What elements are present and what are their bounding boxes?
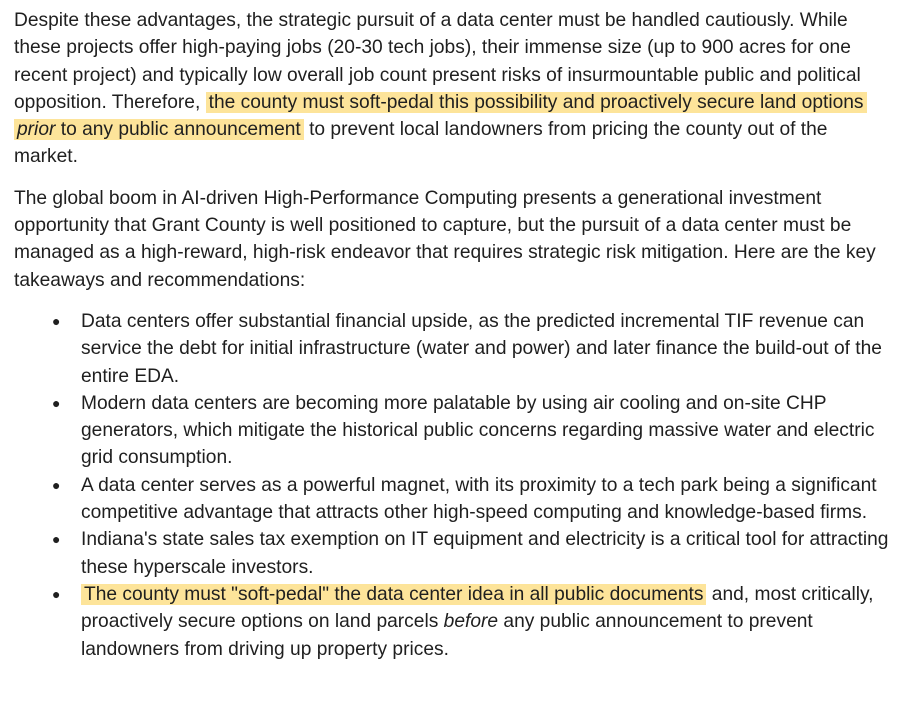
list-item [14, 472, 892, 527]
list-item-text: A data center serves as a powerful magnet, with its proximity to a tech park being a significant competitive advantage that attracts other high-speed computing and knowledge-based firms. [81, 474, 877, 524]
list-item [14, 581, 892, 663]
bullet-icon: ● [52, 531, 61, 548]
list-item-text: Data centers offer substantial financial upside, as the predicted incremental TIF revenue can service the debt for initial infrastructure (water and power) and later finance the build-out of the entire EDA. [81, 310, 882, 387]
highlight-text: to any public announcement [60, 119, 301, 141]
list-item [14, 526, 892, 581]
highlight-text: the county must soft-pedal this possibility and proactively secure land options [208, 91, 864, 113]
emphasis-prior: prior [17, 119, 56, 141]
list-item-text: Indiana's state sales tax exemption on IT equipment and electricity is a critical tool for attracting these hyperscale investors. [81, 529, 889, 578]
paragraph-text: to prevent local landowners from pricing the county out of the market. [14, 119, 828, 168]
list-item-text: Modern data centers are becoming more palatable by using air cooling and on-site CHP generators, which mitigate the historical public concerns regarding massive water and electric grid consumption. [81, 392, 875, 469]
list-item-text: any public announcement to prevent landowners from driving up property prices. [81, 611, 813, 660]
list-item [14, 390, 892, 472]
emphasis-before: before [443, 611, 499, 633]
bullet-icon: ● [52, 585, 61, 602]
paragraph-cautious-pursuit [14, 7, 892, 171]
highlighted-recommendation: The county must "soft-pedal" the data center idea in all public documents [81, 584, 706, 605]
paragraph-text: Despite these advantages, the strategic pursuit of a data center must be handled cautiously. While these projects offer high-paying jobs (20-30 tech jobs), their immense size (up to 900 acres for one recent project) and typically low overall job count present risks of insurmountable public and political opposition. Therefore, [14, 10, 861, 113]
bullet-icon: ● [52, 394, 61, 411]
bullet-icon: ● [52, 476, 61, 493]
takeaways-list [14, 308, 892, 663]
paragraph-summary: The global boom in AI-driven High-Performance Computing presents a generational investment opportunity that Grant County is well positioned to capture, but the pursuit of a data center must be managed as a high-reward, high-risk endeavor that requires strategic risk mitigation. Here are the key takeaways and recommendations: [14, 187, 876, 291]
list-item-text: and, most critically, proactively secure options on land parcels [81, 583, 874, 633]
bullet-icon: ● [52, 312, 61, 329]
list-item [14, 308, 892, 390]
